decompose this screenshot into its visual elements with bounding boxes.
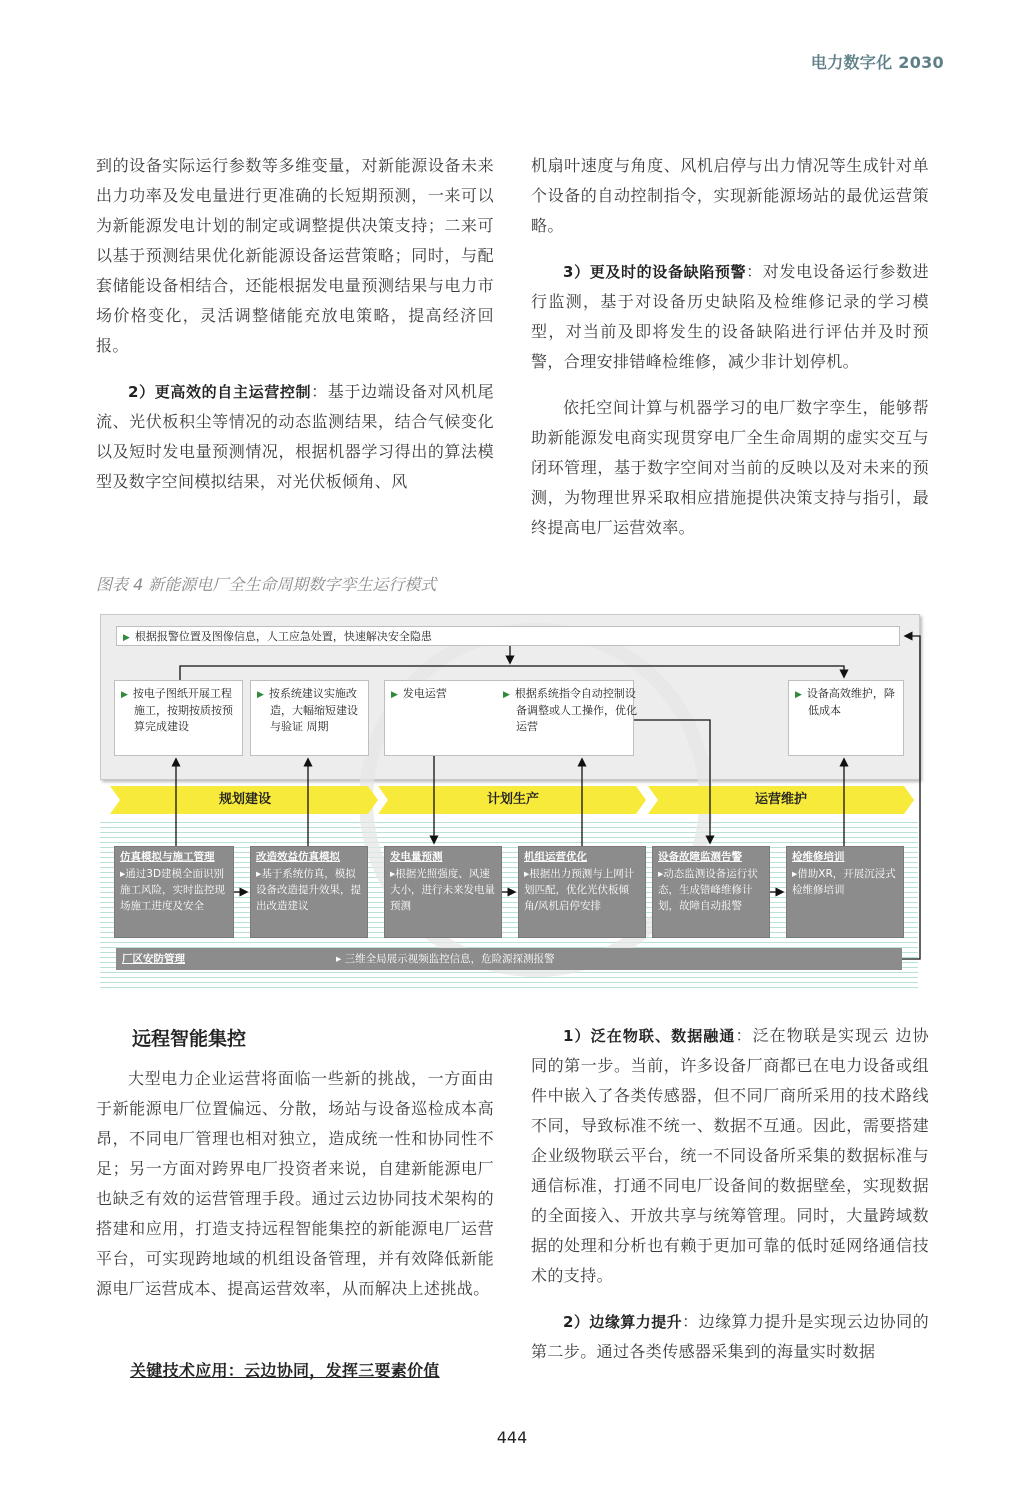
paragraph: 2）更高效的自主运营控制：基于边端设备对风机尾流、光伏板积尘等情况的动态监测结果，结合气候变化以及短时发电量预测情况，根据机器学习得出的算法模型及数字空间模拟结果，对光伏板倾角、风 [96, 382, 494, 491]
stage-label: 计划生产 [486, 792, 539, 807]
bullet-icon: ▶ [123, 633, 130, 643]
connector-arrows [96, 600, 926, 1000]
left-column-top [96, 151, 494, 497]
bottom-box: 发电量预测 ▸根据光照强度、风速大小，进行未来发电量预测 [384, 846, 502, 938]
stage-label: 规划建设 [218, 792, 271, 807]
top-bar: ▶ 根据报警位置及图像信息，人工应急处置，快速解决安全隐患 [116, 626, 900, 646]
arrow-loop [180, 666, 844, 680]
bullet-icon: ▶ [391, 690, 398, 700]
paragraph: 3）更及时的设备缺陷预警：对发电设备运行参数进行监测，基于对设备历史缺陷及检维修记录的学习模型，对当前及即将发生的设备缺陷进行评估并及时预警，合理安排错峰检维修，减少非计划停机。 [531, 262, 929, 371]
paragraph-lead: 3）更及时的设备缺陷预警 [563, 263, 747, 281]
paragraph: 依托空间计算与机器学习的电厂数字孪生，能够帮助新能源发电商实现贯穿电厂全生命周期的虚实交互与闭环管理，基于数字空间对当前的反映以及对未来的预测，为物理世界采取相应措施提供决策支持与指引，最终提高电厂运营效率。 [531, 398, 929, 537]
bottom-box: 仿真模拟与施工管理 ▸通过3D建模全面识别施工风险，实时监控现场施工进度及安全 [114, 846, 234, 938]
paragraph-lead: 1）泛在物联、数据融通 [563, 1027, 736, 1045]
arrow-right-loop [902, 636, 920, 959]
bottom-box: 机组运营优化 ▸根据出力预测与上网计划匹配，优化光伏板倾角/风机启停安排 [518, 846, 646, 938]
top-box: ▶ 设备高效维护，降低成本 [788, 680, 904, 756]
bottom-box: 检维修培训 ▸借助XR，开展沉浸式检维修培训 [786, 846, 904, 938]
paragraph-lead: 2）更高效的自主运营控制 [128, 383, 312, 401]
bottom-box: 设备故障监测告警 ▸动态监测设备运行状态，生成错峰维修计划，故障自动报警 [652, 846, 770, 938]
top-box: ▶ 按系统建议实施改造，大幅缩短建设与验证 周期 [250, 680, 369, 756]
running-header: 电力数字化 2030 [810, 53, 944, 72]
bullet-icon: ▶ [503, 690, 510, 700]
paragraph: 1）泛在物联、数据融通：泛在物联是实现云 边协同的第一步。当前，许多设备厂商都已在电力设备或组件中嵌入了各类传感器，但不同厂商所采用的技术路线不同，导致标准不统一、数据不互通。因此，需要搭建企业级物联云平台，统一不同设备所采集的数据标准与通信标准，打通不同电厂设备间的数据壁垒，实现数据的全面接入、开放共享与统筹管理。同时，大量跨域数据的处理和分析也有赖于更加可靠的低时延网络通信技术的支持。 [531, 1026, 930, 1285]
bullet-icon: ▶ [795, 690, 802, 700]
paragraph: 2）边缘算力提升：边缘算力提升是实现云边协同的第二步。通过各类传感器采集到的海量实时数据 [531, 1312, 929, 1361]
bullet-icon: ▶ [121, 690, 128, 700]
top-box: ▶ 发电运营 ▶ 根据系统指令自动控制设备调整或人工操作，优化运营 [384, 680, 634, 756]
left-column-bottom [96, 1064, 494, 1304]
bottom-box: 改造效益仿真模拟 ▸基于系统仿真，模拟设备改造提升效果，提出改造建议 [250, 846, 368, 938]
paragraph: 到的设备实际运行参数等多维变量，对新能源设备未来出力功率及发电量进行更准确的长短期预测，一来可以为新能源发电计划的制定或调整提供决策支持；二来可以基于预测结果优化新能源设备运营策略；同时，与配套储能设备相结合，还能根据发电量预测结果与电力市场价格变化，灵活调整储能充放电策略，提高经济回报。 [96, 156, 494, 355]
page-number: 444 [496, 1428, 528, 1447]
right-column-bottom [531, 1021, 929, 1367]
arrow-feedback [634, 720, 710, 842]
paragraph: 大型电力企业运营将面临一些新的挑战，一方面由于新能源电厂位置偏远、分散，场站与设备巡检成本高昂，不同电厂管理也相对独立，造成统一性和协同性不足；另一方面对跨界电厂投资者来说，自建新能源电厂也缺乏有效的运营管理手段。通过云边协同技术架构的搭建和应用，打造支持远程智能集控的新能源电厂运营平台，可实现跨地域的机组设备管理，并有效降低新能源电厂运营成本、提高运营效率，从而解决上述挑战。 [96, 1069, 494, 1298]
paragraph-lead: 2）边缘算力提升 [563, 1313, 683, 1331]
figure-caption: 图表 4 新能源电厂全生命周期数字孪生运行模式 [96, 575, 437, 594]
right-column-top [531, 151, 929, 543]
lifecycle-diagram [96, 600, 926, 1000]
section-title: 远程智能集控 [132, 1028, 247, 1050]
paragraph: 机扇叶速度与角度、风机启停与出力情况等生成针对单个设备的自动控制指令，实现新能源场站的最优运营策略。 [531, 156, 929, 235]
top-box: ▶ 按电子图纸开展工程施工，按期按质按预算完成建设 [114, 680, 243, 756]
bottom-bar: 厂区安防管理 ▸ 三维全局展示视频监控信息，危险源探测报警 [116, 948, 902, 970]
bullet-icon: ▶ [257, 690, 264, 700]
subsection-title: 关键技术应用：云边协同，发挥三要素价值 [130, 1361, 440, 1380]
stage-label: 运营维护 [754, 792, 807, 807]
